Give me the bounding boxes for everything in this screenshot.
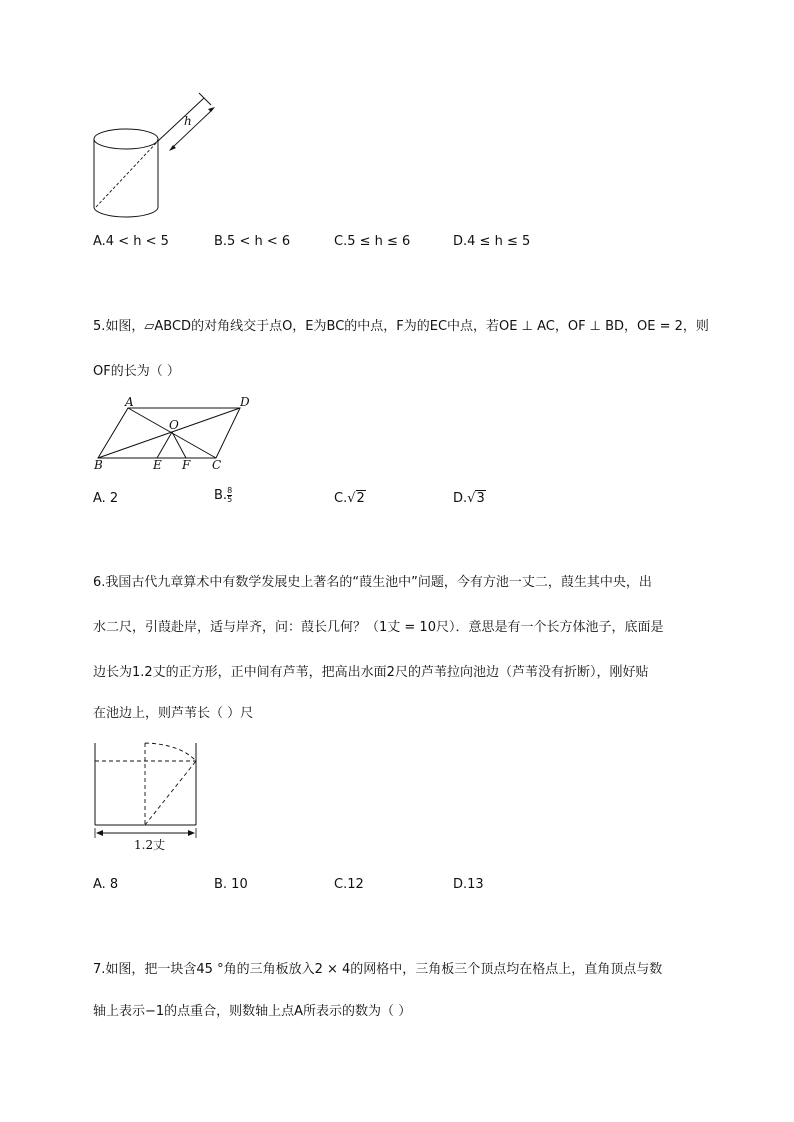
fraction-8-5: $\frac{8}{5}$: [227, 486, 233, 504]
q5-option-a[interactable]: A. 2: [93, 491, 119, 506]
q4-option-b[interactable]: B.5 < h < 6: [214, 234, 291, 249]
q6-stem-line3: 边长为1.2丈的正方形，正中间有芦苇，把高出水面2尺的芦苇拉向池边（芦苇没有折断），刚好贴: [93, 665, 649, 680]
point-b-label: B: [94, 458, 103, 472]
q4-option-c[interactable]: C.5 ≤ h ≤ 6: [334, 234, 411, 249]
q5-option-d[interactable]: [453, 491, 486, 507]
q5-stem-line1: 5.如图，▱ABCD的对角线交于点O，E为BC的中点，F为的EC中点，若OE ⊥ AC，OF ⊥ BD，OE = 2，则: [93, 319, 709, 334]
q6-stem-line4: 在池边上，则芦苇长（ ）尺: [93, 706, 254, 721]
cylinder-figure: [80, 90, 230, 220]
width-label: 1.2丈: [134, 838, 166, 852]
q5-option-c[interactable]: [334, 491, 366, 507]
q5-option-c-prefix: C.: [334, 491, 348, 506]
point-c-label: C: [212, 458, 222, 472]
h-label: h: [184, 114, 192, 128]
pond-reed-figure: [88, 738, 208, 848]
q6-option-d[interactable]: D.13: [453, 877, 484, 892]
q4-option-d[interactable]: D.4 ≤ h ≤ 5: [453, 234, 531, 249]
q6-option-c[interactable]: C.12: [334, 877, 364, 892]
q6-option-a[interactable]: A. 8: [93, 877, 119, 892]
q6-option-b[interactable]: B. 10: [214, 877, 248, 892]
q6-stem-line2: 水二尺，引葭赴岸，适与岸齐，问：葭长几何？（1丈 = 10尺）．意思是有一个长方体池子，底面是: [93, 620, 664, 635]
point-f-label: F: [182, 458, 191, 472]
point-d-label: D: [240, 395, 250, 409]
q7-stem-line2: 轴上表示−1的点重合，则数轴上点A所表示的数为（ ）: [93, 1004, 412, 1019]
point-e-label: E: [153, 458, 162, 472]
q4-option-a[interactable]: A.4 < h < 5: [93, 234, 169, 249]
q5-option-d-prefix: D.: [453, 491, 468, 506]
q6-stem-line1: 6.我国古代九章算术中有数学发展史上著名的“葭生池中”问题，今有方池一丈二，葭生其中央，出: [93, 575, 652, 590]
q7-stem-line1: 7.如图，把一块含45 °角的三角板放入2 × 4的网格中，三角板三个顶点均在格点上，直角顶点与数: [93, 962, 663, 977]
point-a-label: A: [125, 395, 134, 409]
point-o-label: O: [169, 418, 179, 432]
sqrt-2: √2: [347, 491, 365, 506]
q5-option-b[interactable]: [214, 487, 232, 504]
sqrt-3: √3: [467, 491, 485, 506]
q5-option-b-prefix: B.: [214, 488, 228, 503]
q5-stem-line2: OF的长为（ ）: [93, 364, 180, 379]
